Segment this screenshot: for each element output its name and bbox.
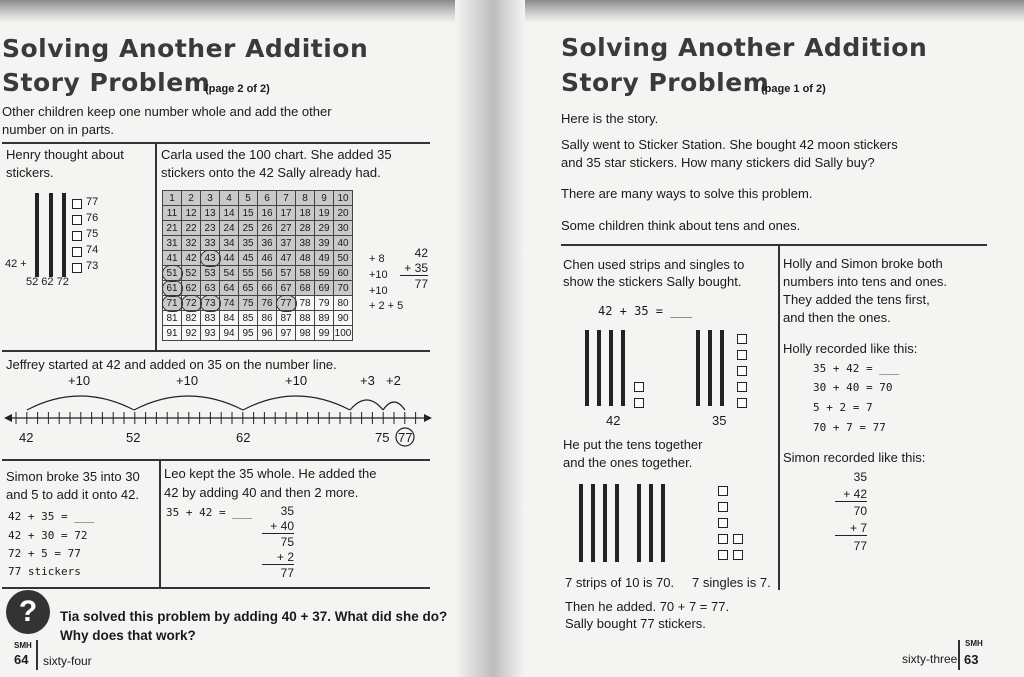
leo-text-line1: Leo kept the 35 whole. He added the <box>164 466 377 481</box>
hundred-chart-cell: 50 <box>334 251 353 266</box>
hundred-chart-cell: 6 <box>258 191 277 206</box>
hundred-chart-cell: 12 <box>182 206 201 221</box>
ten-strip <box>637 484 641 562</box>
carla-sum-top: 42 <box>414 246 428 260</box>
hundred-chart-cell: 75 <box>239 296 258 311</box>
chen-text-line7: Then he added. 70 + 7 = 77. <box>565 599 730 614</box>
holly-text-line4: and then the ones. <box>783 310 891 325</box>
simon-work: 70 <box>853 504 867 518</box>
hundred-chart-cell: 74 <box>220 296 239 311</box>
divider <box>159 459 161 587</box>
divider <box>36 640 38 670</box>
hundred-chart-cell: 100 <box>334 327 352 339</box>
hundred-chart-cell: 34 <box>220 236 239 251</box>
hundred-chart-cell: 61 <box>163 281 182 296</box>
single-square <box>733 550 743 560</box>
jump-label: +10 <box>68 373 91 388</box>
divider <box>155 142 157 350</box>
hundred-chart-cell: 48 <box>296 251 315 266</box>
chen-text-line4: and the ones together. <box>563 455 693 470</box>
simon-work-line: 72 + 5 = 77 <box>8 547 81 560</box>
henry-count-label: 73 <box>86 260 99 272</box>
simon-work: 77 <box>853 539 867 553</box>
hundred-chart-cell: 59 <box>315 266 334 281</box>
single-square <box>718 486 728 496</box>
hundred-chart-cell: 56 <box>258 266 277 281</box>
hundred-chart-cell: 98 <box>296 326 315 341</box>
single-square <box>737 382 747 392</box>
ten-strip <box>609 330 613 406</box>
hundred-chart-cell: 30 <box>334 221 353 236</box>
left-intro-line2: number on in parts. <box>2 122 115 137</box>
hundred-chart-cell: 18 <box>296 206 315 221</box>
hundred-chart-cell: 9 <box>315 191 334 206</box>
henry-bottom-labels: 52 62 72 <box>26 276 69 288</box>
footer-page-number: 64 <box>14 652 29 667</box>
left-page-title-line1: Solving Another Addition <box>2 34 369 63</box>
holly-text-line5: Holly recorded like this: <box>783 341 918 356</box>
single-square <box>634 398 644 408</box>
ten-strip <box>696 330 700 406</box>
ten-strip <box>649 484 653 562</box>
hundred-chart-cell: 31 <box>163 236 182 251</box>
hundred-chart-cell: 20 <box>334 206 353 221</box>
hundred-chart-cell: 5 <box>239 191 258 206</box>
hundred-chart-cell: 58 <box>296 266 315 281</box>
hundred-chart-cell: 80 <box>334 296 353 311</box>
hundred-chart-cell: 79 <box>315 296 334 311</box>
hundred-chart-cell: 78 <box>296 296 315 311</box>
carla-step: +10 <box>369 269 388 281</box>
hundred-chart-cell: 13 <box>201 206 220 221</box>
hundred-chart-cell: 14 <box>220 206 239 221</box>
hundred-chart-cell: 52 <box>182 266 201 281</box>
hundred-chart-cell: 53 <box>201 266 220 281</box>
single-square <box>718 534 728 544</box>
divider <box>2 350 430 352</box>
single-square <box>72 199 82 209</box>
hundred-chart-cell: 95 <box>239 326 258 341</box>
hundred-chart-cell: 35 <box>239 236 258 251</box>
simon-text-line1: Simon broke 35 into 30 <box>6 469 140 484</box>
chen-equation: 42 + 35 = ___ <box>598 304 692 318</box>
chen-text-line1: Chen used strips and singles to <box>563 257 745 272</box>
hundred-chart-cell: 84 <box>220 311 239 326</box>
tick-label: 52 <box>126 430 141 445</box>
hundred-chart-cell: 8 <box>296 191 315 206</box>
hundred-chart-cell: 88 <box>296 311 315 326</box>
hundred-chart-cell: 54 <box>220 266 239 281</box>
ten-strip <box>603 484 607 562</box>
footer-page-number: 63 <box>964 652 979 667</box>
leo-work: 77 <box>280 566 294 580</box>
hundred-chart-cell: 24 <box>220 221 239 236</box>
hundred-chart-cell: 37 <box>277 236 296 251</box>
hundred-chart-cell: 26 <box>258 221 277 236</box>
story-line2: and 35 star stickers. How many stickers did Sally buy? <box>561 155 875 170</box>
story-line1: Sally went to Sticker Station. She bought 42 moon stickers <box>561 137 898 152</box>
hundred-chart-cell: 63 <box>201 281 220 296</box>
divider <box>778 244 780 590</box>
holly-text-line1: Holly and Simon broke both <box>783 256 943 271</box>
chen-text-line2: show the stickers Sally bought. <box>563 274 742 289</box>
hundred-chart-cell: 73 <box>201 296 220 311</box>
number-line-arrow-right <box>424 414 432 422</box>
hundred-chart-cell: 57 <box>277 266 296 281</box>
jump-arc <box>383 402 405 410</box>
hundred-chart-cell: 85 <box>239 311 258 326</box>
hundred-chart-cell: 38 <box>296 236 315 251</box>
right-page-subtitle: (page 1 of 2) <box>761 83 826 95</box>
right-page-title-line1: Solving Another Addition <box>561 33 928 62</box>
simon-work: + 42 <box>835 487 867 502</box>
chen-text-line3: He put the tens together <box>563 437 703 452</box>
hundred-chart-cell: 89 <box>315 311 334 326</box>
hundred-chart-cell: 72 <box>182 296 201 311</box>
hundred-chart-cell: 62 <box>182 281 201 296</box>
hundred-chart-cell: 55 <box>239 266 258 281</box>
hundred-chart-cell: 60 <box>334 266 353 281</box>
story-many-ways: There are many ways to solve this problem. <box>561 186 813 201</box>
holly-work-line: 35 + 42 = ___ <box>813 362 900 375</box>
footer-smh: SMH <box>14 641 32 650</box>
hundred-chart-cell: 43 <box>201 251 220 266</box>
hundred-chart-cell: 94 <box>220 326 239 341</box>
hundred-chart-cell: 71 <box>163 296 182 311</box>
book-gutter <box>455 0 525 677</box>
hundred-chart-cell: 64 <box>220 281 239 296</box>
single-square <box>737 350 747 360</box>
hundred-chart-cell: 66 <box>258 281 277 296</box>
single-square <box>72 263 82 273</box>
hundred-chart-cell: 22 <box>182 221 201 236</box>
ten-strip <box>597 330 601 406</box>
number-line-arrow-left <box>4 414 12 422</box>
question-line1: Tia solved this problem by adding 40 + 37. What did she do? <box>60 609 448 624</box>
holly-text-line3: They added the tens first, <box>783 292 930 307</box>
ten-strip <box>591 484 595 562</box>
divider <box>958 640 960 670</box>
carla-step: +10 <box>369 285 388 297</box>
hundred-chart-cell: 91 <box>163 326 182 341</box>
leo-work: + 40 <box>262 519 294 534</box>
single-square <box>718 550 728 560</box>
henry-text-line1: Henry thought about <box>6 147 124 162</box>
hundred-chart-cell: 40 <box>334 236 353 251</box>
chen-text-line5: 7 strips of 10 is 70. <box>565 575 675 590</box>
single-square <box>72 231 82 241</box>
hundred-chart-cell: 70 <box>334 281 353 296</box>
leo-work: + 2 <box>262 550 294 565</box>
left-page-title-line2: Story Problem <box>2 68 211 97</box>
tick-label: 42 <box>19 430 34 445</box>
simon-recorded-text: Simon recorded like this: <box>783 450 926 465</box>
single-square <box>72 215 82 225</box>
henry-count-label: 76 <box>86 212 99 224</box>
question-mark-icon: ? <box>6 590 50 634</box>
hundred-chart-cell: 32 <box>182 236 201 251</box>
henry-count-label: 75 <box>86 228 99 240</box>
single-square <box>733 534 743 544</box>
hundred-chart-cell: 7 <box>277 191 296 206</box>
hundred-chart-cell: 19 <box>315 206 334 221</box>
jump-arc <box>243 396 350 410</box>
single-square <box>737 366 747 376</box>
hundred-chart-cell: 1 <box>163 191 182 206</box>
carla-text-line1: Carla used the 100 chart. She added 35 <box>161 147 392 162</box>
carla-text-line2: stickers onto the 42 Sally already had. <box>161 165 381 180</box>
ten-strip <box>621 330 625 406</box>
hundred-chart-cell: 76 <box>258 296 277 311</box>
leo-work: 35 <box>280 504 294 518</box>
henry-count-label: 74 <box>86 244 99 256</box>
hundred-chart-cell: 45 <box>239 251 258 266</box>
left-intro-line1: Other children keep one number whole and add the other <box>2 104 332 119</box>
question-line2: Why does that work? <box>60 628 196 643</box>
hundred-chart-cell: 44 <box>220 251 239 266</box>
hundred-chart-cell: 69 <box>315 281 334 296</box>
jump-label: +10 <box>176 373 199 388</box>
hundred-chart-cell: 4 <box>220 191 239 206</box>
leo-equation: 35 + 42 = ___ <box>166 506 253 519</box>
single-square <box>634 382 644 392</box>
hundred-chart-cell: 96 <box>258 326 277 341</box>
henry-count-label: 77 <box>86 196 99 208</box>
chen-label-35: 35 <box>712 413 727 428</box>
divider <box>561 244 987 246</box>
story-intro: Here is the story. <box>561 111 659 126</box>
ten-strip <box>720 330 724 406</box>
carla-step: + 2 + 5 <box>369 300 404 312</box>
carla-sum-result: 77 <box>414 277 428 291</box>
hundred-chart-cell: 36 <box>258 236 277 251</box>
footer-smh: SMH <box>965 639 983 648</box>
holly-work-line: 30 + 40 = 70 <box>813 381 893 394</box>
hundred-chart-cell: 47 <box>277 251 296 266</box>
hundred-chart-cell: 2 <box>182 191 201 206</box>
hundred-chart-cell: 21 <box>163 221 182 236</box>
jump-label: +3 <box>360 373 375 388</box>
simon-work: + 7 <box>835 521 867 536</box>
hundred-chart-cell: 46 <box>258 251 277 266</box>
hundred-chart-cell: 77 <box>277 296 296 311</box>
hundred-chart-cell: 90 <box>334 311 353 326</box>
ten-strip <box>585 330 589 406</box>
ten-strip <box>661 484 665 562</box>
hundred-chart-cell: 10 <box>334 191 353 206</box>
tick-label: 62 <box>236 430 251 445</box>
hundred-chart-cell: 16 <box>258 206 277 221</box>
single-square <box>737 334 747 344</box>
hundred-chart-cell: 92 <box>182 326 201 341</box>
hundred-chart-cell: 83 <box>201 311 220 326</box>
divider <box>2 142 430 144</box>
story-tens-ones: Some children think about tens and ones. <box>561 218 801 233</box>
ten-rod <box>49 193 53 277</box>
simon-text-line2: and 5 to add it onto 42. <box>6 487 139 502</box>
simon-work-line: 42 + 35 = ___ <box>8 510 95 523</box>
leo-text-line2: 42 by adding 40 and then 2 more. <box>164 485 359 500</box>
hundred-chart-cell: 29 <box>315 221 334 236</box>
hundred-chart-cell: 97 <box>277 326 296 341</box>
footer-page-word: sixty-four <box>43 654 92 668</box>
hundred-chart-cell: 39 <box>315 236 334 251</box>
ten-rod <box>35 193 39 277</box>
divider <box>2 587 430 589</box>
jump-arc <box>134 396 243 410</box>
single-square <box>718 502 728 512</box>
simon-work-line: 77 stickers <box>8 565 81 578</box>
jump-arc <box>27 396 134 410</box>
jump-arc <box>350 400 383 410</box>
hundred-chart-cell: 87 <box>277 311 296 326</box>
hundred-chart-cell: 3 <box>201 191 220 206</box>
hundred-chart-cell: 25 <box>239 221 258 236</box>
holly-work-line: 5 + 2 = 7 <box>813 401 873 414</box>
hundred-chart-cell: 68 <box>296 281 315 296</box>
chen-label-42: 42 <box>606 413 621 428</box>
hundred-chart-cell: 17 <box>277 206 296 221</box>
holly-work-line: 70 + 7 = 77 <box>813 421 886 434</box>
hundred-chart-cell: 41 <box>163 251 182 266</box>
jump-label: +2 <box>386 373 401 388</box>
hundred-chart-cell: 93 <box>201 326 220 341</box>
hundred-chart-cell: 23 <box>201 221 220 236</box>
divider <box>2 459 430 461</box>
tick-label: 77 <box>398 430 413 445</box>
leo-work: 75 <box>280 535 294 549</box>
tick-label: 75 <box>375 430 390 445</box>
hundred-chart-cell: 51 <box>163 266 182 281</box>
single-square <box>718 518 728 528</box>
henry-text-line2: stickers. <box>6 165 54 180</box>
hundred-chart-cell: 15 <box>239 206 258 221</box>
ten-strip <box>615 484 619 562</box>
chen-text-line6: 7 singles is 7. <box>692 575 771 590</box>
footer-page-word: sixty-three <box>902 652 958 666</box>
hundred-chart-cell: 28 <box>296 221 315 236</box>
henry-start-label: 42 + <box>5 258 27 270</box>
hundred-chart-cell: 82 <box>182 311 201 326</box>
carla-step: + 8 <box>369 253 385 265</box>
ten-rod <box>62 193 66 277</box>
jump-label: +10 <box>285 373 308 388</box>
right-page-title-line2: Story Problem <box>561 68 770 97</box>
hundred-chart-cell: 33 <box>201 236 220 251</box>
hundred-chart-cell: 86 <box>258 311 277 326</box>
jeffrey-text: Jeffrey started at 42 and added on 35 on the number line. <box>6 357 337 372</box>
hundred-chart-cell: 42 <box>182 251 201 266</box>
simon-work-line: 42 + 30 = 72 <box>8 529 88 542</box>
hundred-chart-cell: 81 <box>163 311 182 326</box>
ten-strip <box>708 330 712 406</box>
hundred-chart-cell: 27 <box>277 221 296 236</box>
left-page-subtitle: (page 2 of 2) <box>205 83 270 95</box>
hundred-chart <box>162 190 353 341</box>
simon-work: 35 <box>853 470 867 484</box>
single-square <box>737 398 747 408</box>
holly-text-line2: numbers into tens and ones. <box>783 274 948 289</box>
carla-sum-add: + 35 <box>400 261 428 276</box>
chen-text-line8: Sally bought 77 stickers. <box>565 616 706 631</box>
hundred-chart-cell: 67 <box>277 281 296 296</box>
hundred-chart-cell: 65 <box>239 281 258 296</box>
hundred-chart-cell: 99 <box>315 326 334 341</box>
single-square <box>72 247 82 257</box>
hundred-chart-cell: 11 <box>163 206 182 221</box>
ten-strip <box>579 484 583 562</box>
hundred-chart-cell: 49 <box>315 251 334 266</box>
